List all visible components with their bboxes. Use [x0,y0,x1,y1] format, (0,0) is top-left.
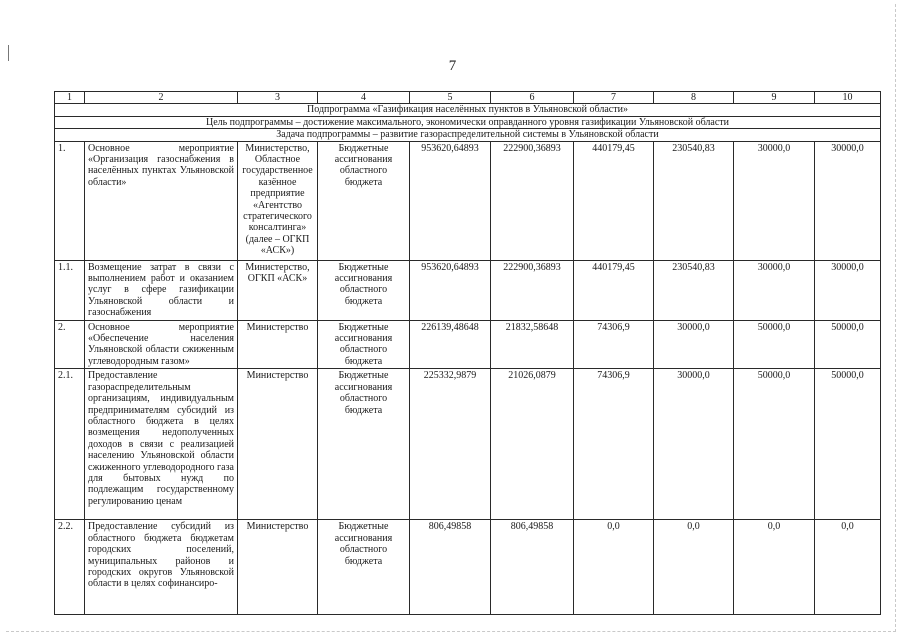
column-number: 7 [574,92,654,104]
activity-name: Предоставление субсидий из областного бюджета бюджетам городских поселений, муниципальных районов и городских округов Ульяновской области в целях софинансиро- [85,520,238,615]
column-number: 3 [238,92,318,104]
value-year: 50000,0 [815,369,881,520]
table-row [55,520,881,615]
value-year: 30000,0 [734,141,815,260]
funding-source: Бюджетные ассигнования областного бюджета [318,369,410,520]
executor: Министерство, ОГКП «АСК» [238,260,318,320]
page-number: 7 [448,58,457,74]
subprogram-goal: Цель подпрограммы – достижение максимального, экономически оправданного уровня газификации Ульяновской области [55,116,881,128]
executor: Министерство, Областное государственное казённое предприятие «Агентство стратегического консалтинга» (далее – ОГКП «АСК») [238,141,318,260]
activity-name: Предоставление газораспределительным организациям, индивидуальным предпринимателям субсидий из областного бюджета в целях возмещения недополученных доходов в связи с реализацией населению Ульяновской области сжиженного углеводородного газа для бытовых нужд по подлежащим государственному регулированию ценам [85,369,238,520]
activity-name: Основное мероприятие «Организация газоснабжения в населённых пунктах Ульяновской области» [85,141,238,260]
value-year: 21026,0879 [491,369,574,520]
column-number: 10 [815,92,881,104]
value-year: 21832,58648 [491,320,574,369]
column-number: 9 [734,92,815,104]
value-year: 74306,9 [574,369,654,520]
value-total: 953620,64893 [410,141,491,260]
value-year: 0,0 [574,520,654,615]
value-year: 806,49858 [491,520,574,615]
value-total: 806,49858 [410,520,491,615]
value-total: 953620,64893 [410,260,491,320]
subprogram-title: Подпрограмма «Газификация населённых пунктов в Ульяновской области» [55,104,881,116]
executor: Министерство [238,320,318,369]
column-number-row [55,92,881,104]
value-year: 222900,36893 [491,260,574,320]
row-number: 2.2. [55,520,85,615]
budget-table [54,91,881,615]
subprogram-task: Задача подпрограммы – развитие газораспределительной системы в Ульяновской области [55,129,881,141]
executor: Министерство [238,369,318,520]
row-number: 2. [55,320,85,369]
column-number: 2 [85,92,238,104]
value-total: 226139,48648 [410,320,491,369]
value-year: 30000,0 [654,369,734,520]
value-year: 50000,0 [815,320,881,369]
column-number: 6 [491,92,574,104]
value-year: 440179,45 [574,260,654,320]
activity-name: Основное мероприятие «Обеспечение населения Ульяновской области сжиженным углеводородным газом» [85,320,238,369]
value-year: 50000,0 [734,320,815,369]
table-row [55,260,881,320]
column-number: 5 [410,92,491,104]
table-row [55,141,881,260]
subprogram-task-row [55,129,881,141]
value-year: 0,0 [815,520,881,615]
funding-source: Бюджетные ассигнования областного бюджета [318,141,410,260]
funding-source: Бюджетные ассигнования областного бюджета [318,260,410,320]
column-number: 8 [654,92,734,104]
value-year: 30000,0 [815,141,881,260]
value-total: 225332,9879 [410,369,491,520]
executor: Министерство [238,520,318,615]
row-number: 2.1. [55,369,85,520]
table-row [55,369,881,520]
row-number: 1.1. [55,260,85,320]
column-number: 1 [55,92,85,104]
activity-name: Возмещение затрат в связи с выполнением работ и оказанием услуг в сфере газификации Ульяновской области и газоснабжения [85,260,238,320]
value-year: 0,0 [734,520,815,615]
value-year: 0,0 [654,520,734,615]
value-year: 30000,0 [654,320,734,369]
funding-source: Бюджетные ассигнования областного бюджета [318,520,410,615]
subprogram-goal-row [55,116,881,128]
column-number: 4 [318,92,410,104]
value-year: 50000,0 [734,369,815,520]
value-year: 222900,36893 [491,141,574,260]
value-year: 230540,83 [654,141,734,260]
value-year: 74306,9 [574,320,654,369]
value-year: 30000,0 [734,260,815,320]
funding-source: Бюджетные ассигнования областного бюджета [318,320,410,369]
value-year: 30000,0 [815,260,881,320]
value-year: 230540,83 [654,260,734,320]
table-row [55,320,881,369]
value-year: 440179,45 [574,141,654,260]
row-number: 1. [55,141,85,260]
subprogram-title-row [55,104,881,116]
